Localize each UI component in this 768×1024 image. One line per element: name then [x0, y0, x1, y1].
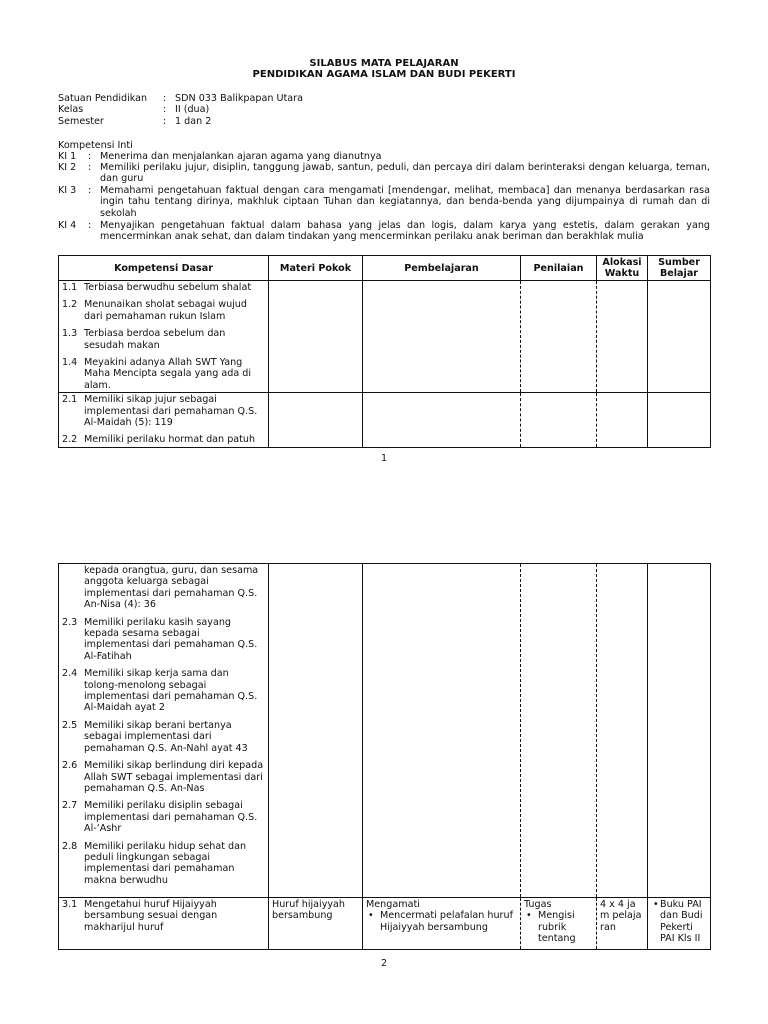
identity-row — [58, 116, 458, 127]
kd-item — [62, 328, 265, 351]
kd-number: 2.5 — [62, 719, 78, 731]
ki-code: KI 2 — [58, 162, 77, 173]
syllabus-table-page2 — [58, 563, 711, 950]
identity-sep: : — [163, 104, 167, 116]
ki-sep: : — [88, 185, 92, 196]
sumber-cell — [648, 564, 711, 898]
header-alokasi-waktu: Alokasi Waktu — [597, 256, 648, 281]
kd-text: kepada orangtua, guru, dan sesama anggota keluarga sebagai implementasi dari pemahaman Q.S. An-Nisa (4): 36 — [84, 565, 259, 611]
kd-text: Memiliki perilaku kasih sayang kepada sesama sebagai implementasi dari pemahaman Q.S. Al-Fatihah — [84, 616, 258, 662]
identity-block — [58, 93, 458, 127]
pembelajaran-heading: Mengamati — [366, 899, 420, 910]
ki-code: KI 3 — [58, 185, 77, 196]
ki-heading: Kompetensi Inti — [58, 140, 133, 151]
kd-item — [62, 800, 265, 834]
kd-cell — [59, 281, 269, 393]
kd-text: Meyakini adanya Allah SWT Yang Maha Mencipta segala yang ada di alam. — [84, 357, 252, 391]
kd-text: Memiliki sikap kerja sama dan tolong-menolong sebagai implementasi dari pemahaman Q.S. Al-Maidah ayat 2 — [84, 668, 258, 714]
kd-text: Terbiasa berwudhu sebelum shalat — [84, 282, 252, 293]
kd-item — [62, 668, 265, 714]
kd-item — [62, 394, 265, 428]
kd-item — [62, 357, 265, 391]
materi-cell — [269, 281, 363, 393]
sumber-bullet: • Buku PAI dan Budi Pekerti PAI Kls II — [651, 899, 707, 945]
identity-label: Satuan Pendidikan — [58, 93, 148, 104]
kd-number: 2.3 — [62, 616, 78, 628]
alokasi-text: 4 x 4 jam pelajaran — [600, 899, 642, 933]
identity-sep: : — [163, 115, 167, 127]
page-number: 1 — [380, 453, 388, 464]
sumber-list — [651, 899, 707, 945]
kd-number: 2.2 — [62, 434, 78, 446]
table-row — [59, 564, 711, 898]
materi-text: Huruf hijaiyyah bersambung — [272, 899, 346, 922]
kd-cell — [59, 393, 269, 448]
pembelajaran-cell — [363, 898, 521, 950]
ki-text: Menerima dan menjalankan ajaran agama yang dianutnya — [100, 151, 382, 162]
ki-sep: : — [88, 162, 92, 173]
kd-cell — [59, 564, 269, 898]
kd-text: Memiliki sikap berani bertanya sebagai implementasi dari pemahaman Q.S. An-Nahl ayat 43 — [84, 719, 248, 754]
kd-number: 2.8 — [62, 840, 78, 852]
kd-item — [62, 282, 265, 293]
document-subtitle: PENDIDIKAN AGAMA ISLAM DAN BUDI PEKERTI — [252, 69, 516, 80]
kd-number: 2.4 — [62, 668, 78, 680]
kd-number: 1.4 — [62, 357, 78, 369]
ki-text: Memahami pengetahuan faktual dengan cara mengamati [mendengar, melihat, membaca] dan menanya berdasarkan rasa ingin tahu tentang dirinya, makhluk ciptaan Tuhan dan kegiatannya, dan benda-benda yang dijumpainya di rumah dan di sekolah — [100, 185, 710, 219]
kd-item — [62, 434, 265, 445]
syllabus-table-page1 — [58, 255, 711, 448]
kd-number: 2.6 — [62, 760, 78, 772]
kd-text: Mengetahui huruf Hijaiyyah bersambung sesuai dengan makharijul huruf — [84, 899, 218, 933]
table-row — [59, 393, 711, 448]
kd-cell — [59, 898, 269, 950]
ki-code: KI 4 — [58, 220, 77, 231]
kd-item — [62, 841, 265, 887]
kd-number: 2.7 — [62, 800, 78, 812]
sumber-cell — [648, 393, 711, 448]
identity-value: 1 dan 2 — [175, 115, 212, 127]
kd-text: Memiliki perilaku disiplin sebagai implementasi dari pemahaman Q.S. Al-‘Ashr — [84, 800, 258, 835]
identity-value: SDN 033 Balikpapan Utara — [175, 93, 303, 104]
ki-sep: : — [88, 151, 92, 162]
kd-number: 1.1 — [62, 282, 78, 293]
kd-text: Memiliki sikap berlindung diri kepada Allah SWT sebagai implementasi dari pemahaman Q.S. An-Nas — [84, 760, 264, 794]
table-row — [59, 898, 711, 950]
materi-cell — [269, 393, 363, 448]
kd-text: Memiliki sikap jujur sebagai implementasi dari pemahaman Q.S. Al-Maidah (5): 119 — [84, 394, 258, 429]
kd-item — [62, 760, 265, 794]
kd-item — [62, 899, 265, 933]
kd-item — [62, 720, 265, 754]
header-sumber-belajar: Sumber Belajar — [648, 256, 711, 281]
penilaian-cell — [521, 281, 597, 393]
alokasi-cell — [597, 564, 648, 898]
ki-code: KI 1 — [58, 151, 77, 162]
pembelajaran-cell — [363, 281, 521, 393]
table-row — [59, 281, 711, 393]
ki-text: Memiliki perilaku jujur, disiplin, tanggung jawab, santun, peduli, dan percaya diri dalam berinteraksi dengan keluarga, teman, dan guru — [100, 162, 710, 185]
header-materi-pokok: Materi Pokok — [269, 256, 363, 281]
identity-row — [58, 104, 458, 115]
materi-cell — [269, 564, 363, 898]
alokasi-cell — [597, 898, 648, 950]
penilaian-heading: Tugas — [524, 899, 552, 910]
alokasi-cell — [597, 393, 648, 448]
ki-sep: : — [88, 220, 92, 231]
pembelajaran-list — [366, 910, 517, 933]
ki-text: Menyajikan pengetahuan faktual dalam bahasa yang jelas dan logis, dalam karya yang estetis, dalam gerakan yang mencerminkan anak sehat, dan dalam tindakan yang mencerminkan perilaku anak beriman dan berakhlak mulia — [100, 220, 710, 243]
header-penilaian: Penilaian — [521, 256, 597, 281]
materi-cell — [269, 898, 363, 950]
kd-text: Menunaikan sholat sebagai wujud dari pemahaman rukun Islam — [84, 299, 247, 322]
header-pembelajaran: Pembelajaran — [363, 256, 521, 281]
kd-number: 1.3 — [62, 328, 78, 340]
kd-number: 1.2 — [62, 299, 78, 311]
kd-item — [62, 565, 265, 611]
page-number: 2 — [380, 958, 388, 969]
kd-text: Memiliki perilaku hormat dan patuh — [84, 434, 256, 446]
sumber-cell — [648, 898, 711, 950]
identity-label: Semester — [58, 115, 104, 127]
kd-text: Terbiasa berdoa sebelum dan sesudah makan — [84, 328, 226, 351]
kd-item — [62, 299, 265, 322]
penilaian-cell — [521, 393, 597, 448]
kd-number: 3.1 — [62, 899, 78, 910]
pembelajaran-cell — [363, 564, 521, 898]
identity-value: II (dua) — [175, 104, 210, 116]
penilaian-list — [524, 910, 593, 944]
table-header-row — [59, 256, 711, 281]
pembelajaran-bullet: • Mencermati pelafalan huruf Hijaiyyah bersambung — [366, 910, 517, 933]
sumber-cell — [648, 281, 711, 393]
identity-row — [58, 93, 458, 104]
kd-item — [62, 617, 265, 663]
document-title: SILABUS MATA PELAJARAN — [309, 58, 459, 69]
alokasi-cell — [597, 281, 648, 393]
identity-label: Kelas — [58, 104, 84, 116]
penilaian-bullet: • Mengisi rubrik tentang — [524, 910, 593, 944]
pembelajaran-cell — [363, 393, 521, 448]
kd-number: 2.1 — [62, 394, 78, 406]
penilaian-cell — [521, 898, 597, 950]
penilaian-cell — [521, 564, 597, 898]
header-kompetensi-dasar: Kompetensi Dasar — [59, 256, 269, 281]
identity-sep: : — [163, 93, 167, 104]
kd-text: Memiliki perilaku hidup sehat dan peduli lingkungan sebagai implementasi dari pemahaman makna berwudhu — [84, 840, 247, 886]
